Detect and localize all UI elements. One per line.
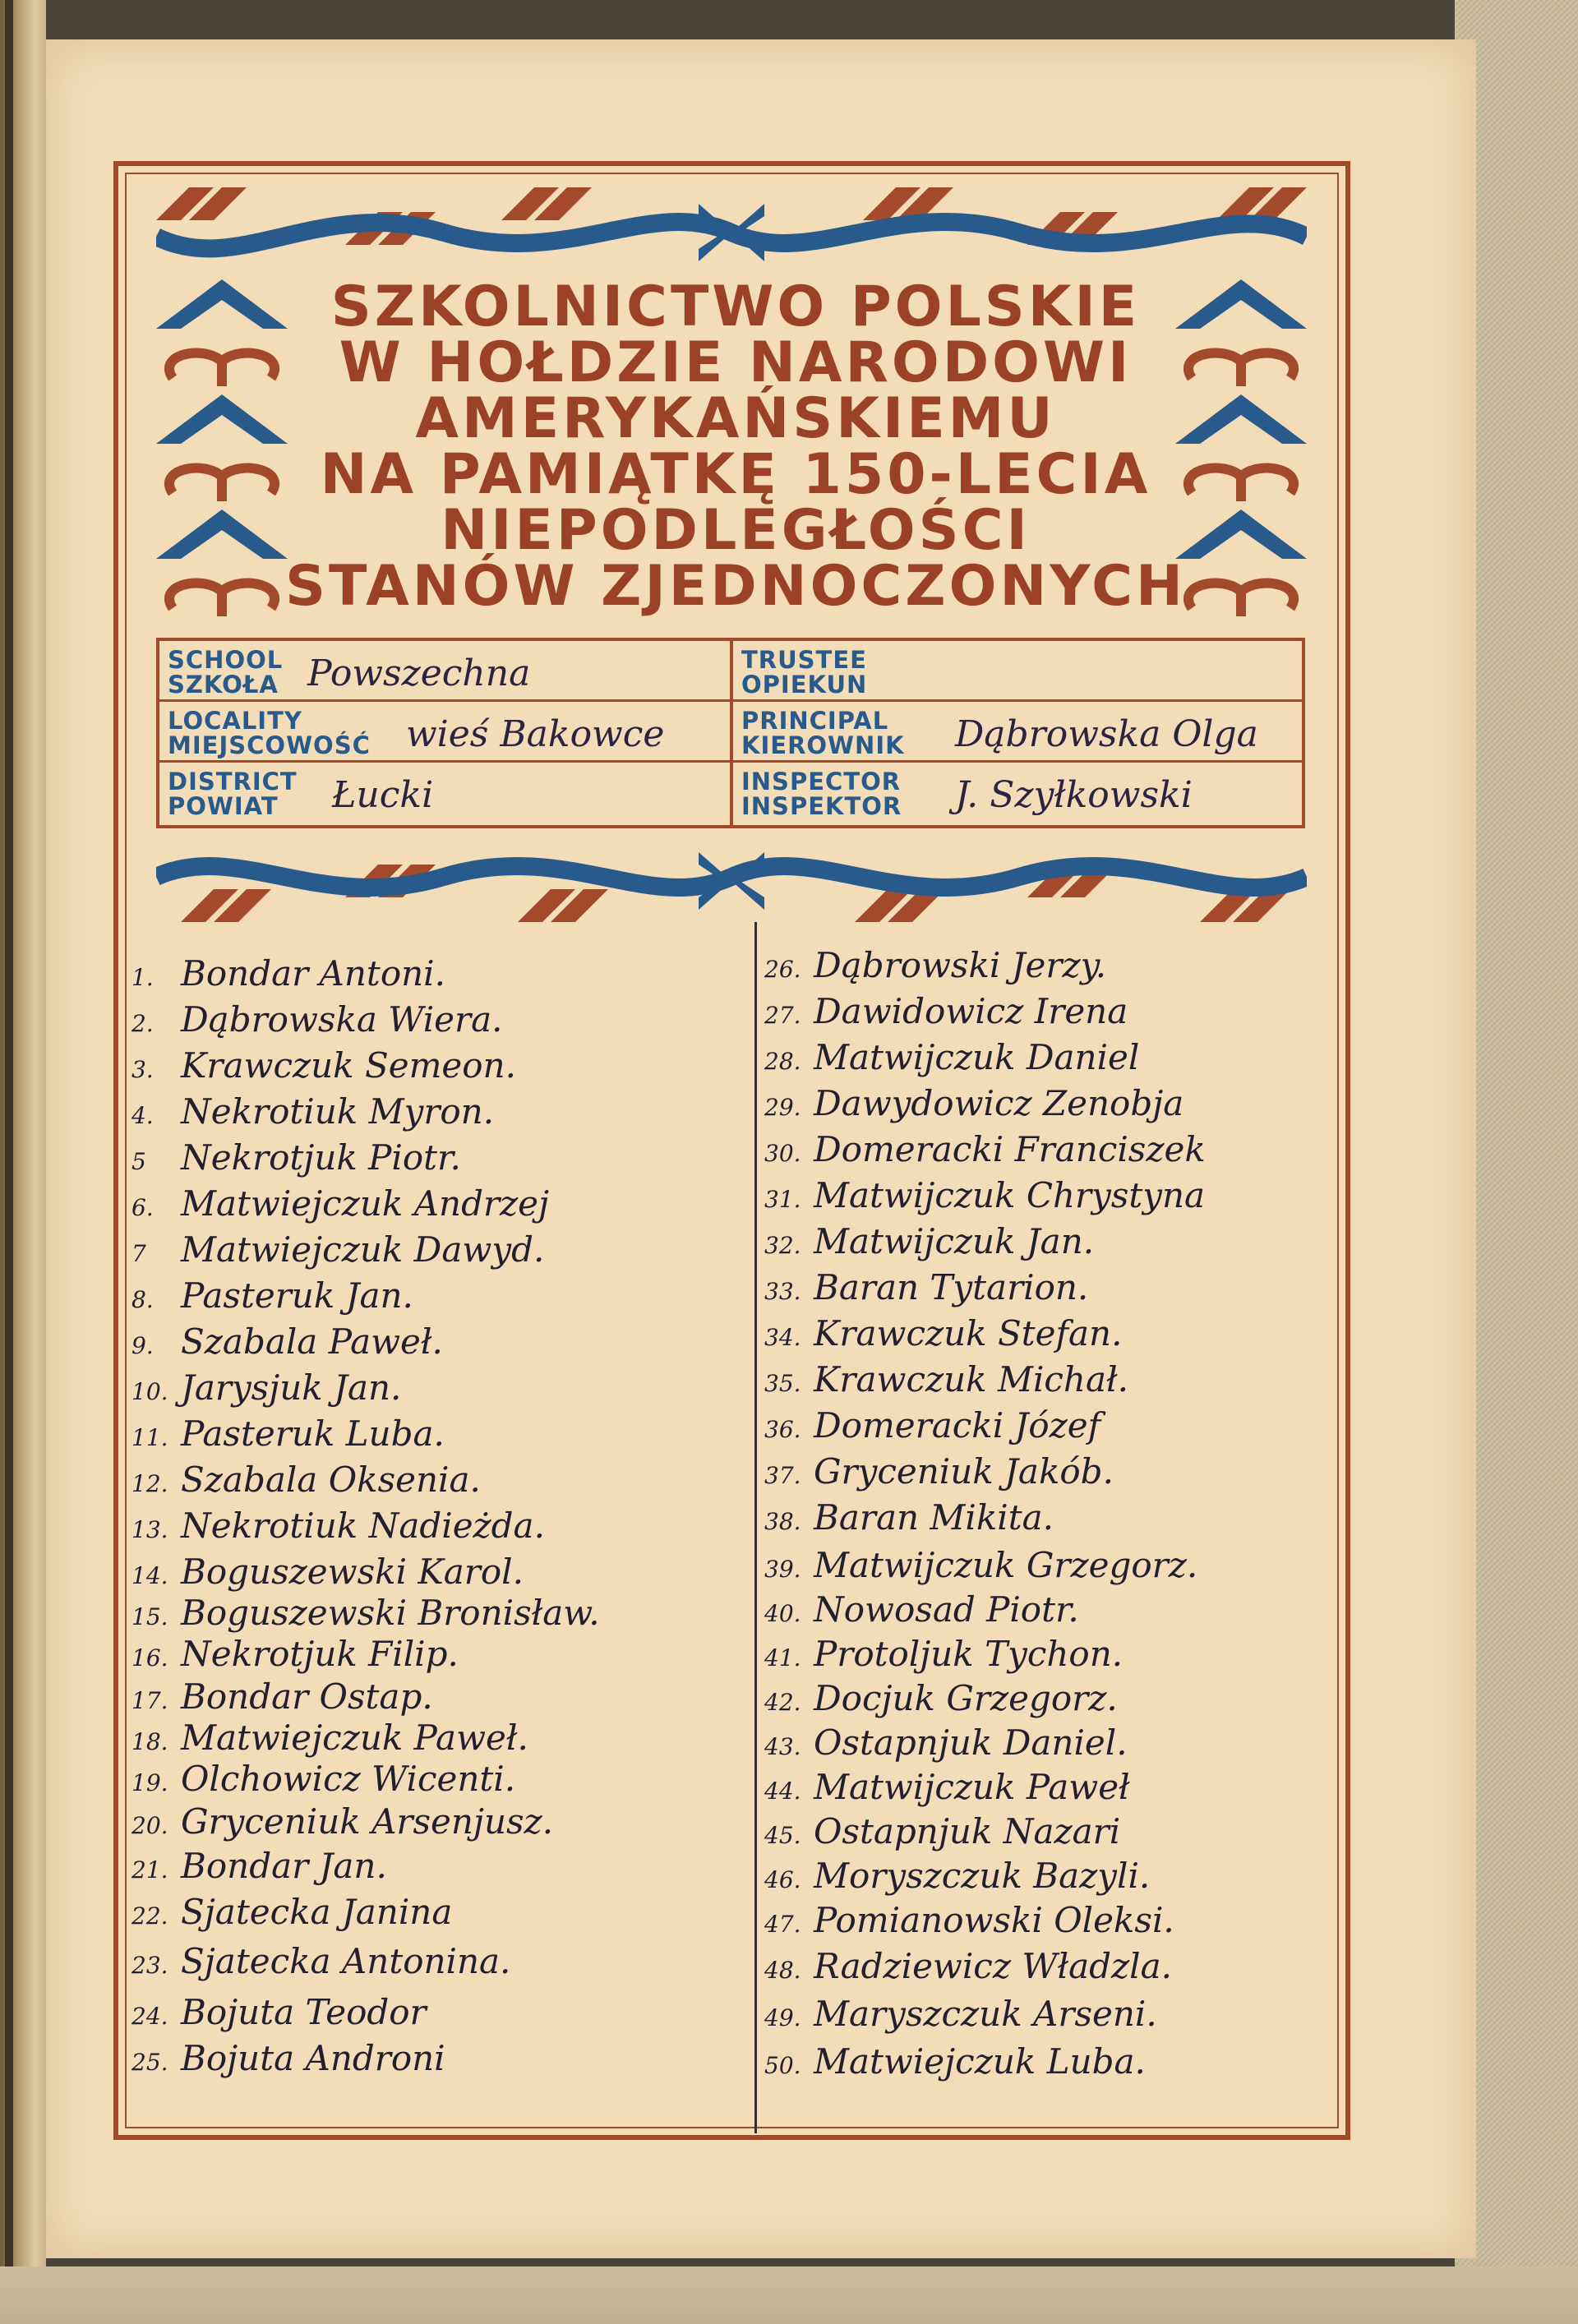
left-side-ornament — [156, 271, 288, 633]
title-line-5: NIEPODLEGŁOŚCI — [441, 498, 1031, 563]
list-item: 44. Matwijczuk Paweł — [764, 1767, 1130, 1807]
list-item: 36. Domeracki Józef — [764, 1405, 1101, 1446]
title-line-6: STANÓW ZJEDNOCZONYCH — [285, 554, 1186, 619]
school-value: Powszechna — [307, 652, 531, 694]
trustee-field — [733, 641, 1302, 702]
inspector-label: INSPECTOR INSPEKTOR — [741, 768, 902, 820]
list-item: 23. Sjatecka Antonina. — [132, 1941, 511, 1981]
list-item: 10. Jarysjuk Jan. — [132, 1367, 402, 1408]
list-item: 13. Nekrotiuk Nadieżda. — [132, 1506, 545, 1546]
list-item: 21. Bondar Jan. — [132, 1846, 387, 1886]
principal-field — [733, 702, 1302, 763]
list-item: 39. Matwijczuk Grzegorz. — [764, 1545, 1198, 1585]
spine-edge — [5, 0, 13, 2324]
list-item: 45. Ostapnjuk Nazari — [764, 1811, 1121, 1851]
district-label: DISTRICT POWIAT — [168, 768, 298, 820]
district-field — [159, 763, 730, 823]
list-item: 34. Krawczuk Stefan. — [764, 1313, 1123, 1353]
principal-label: PRINCIPAL KIEROWNIK — [741, 707, 905, 759]
list-item: 11. Pasteruk Luba. — [132, 1413, 445, 1454]
list-item: 29. Dawydowicz Zenobja — [764, 1083, 1184, 1123]
locality-value: wieś Bakowce — [406, 713, 665, 755]
school-field — [159, 641, 730, 702]
list-item: 3. Krawczuk Semeon. — [132, 1045, 516, 1086]
list-item: 46. Moryszczuk Bazyli. — [764, 1856, 1151, 1896]
list-item: 2. Dąbrowska Wiera. — [132, 999, 503, 1040]
list-item: 8. Pasteruk Jan. — [132, 1275, 413, 1316]
book-cover-bottom — [0, 2266, 1578, 2324]
title-line-2: W HOŁDZIE NARODOWI — [339, 330, 1133, 395]
list-item: 22. Sjatecka Janina — [132, 1892, 453, 1932]
list-item: 12. Szabala Oksenia. — [132, 1459, 481, 1500]
list-item: 27. Dawidowicz Irena — [764, 991, 1128, 1031]
list-item: 47. Pomianowski Oleksi. — [764, 1900, 1174, 1940]
list-item: 32. Matwijczuk Jan. — [764, 1221, 1095, 1261]
list-item: 26. Dąbrowski Jerzy. — [764, 945, 1107, 985]
bottom-wave-ornament — [156, 840, 1307, 922]
list-item: 16. Nekrotjuk Filip. — [132, 1634, 459, 1674]
inspector-field — [733, 763, 1302, 823]
list-item: 40. Nowosad Piotr. — [764, 1589, 1079, 1630]
list-item: 20. Gryceniuk Arsenjusz. — [132, 1801, 554, 1842]
title-line-1: SZKOLNICTWO POLSKIE — [330, 274, 1141, 339]
list-item: 4. Nekrotiuk Myron. — [132, 1091, 495, 1132]
list-item: 19. Olchowicz Wicenti. — [132, 1759, 516, 1799]
list-item: 9. Szabala Paweł. — [132, 1321, 443, 1362]
list-item: 28. Matwijczuk Daniel — [764, 1037, 1140, 1077]
list-item: 43. Ostapnjuk Daniel. — [764, 1722, 1128, 1763]
locality-field — [159, 702, 730, 763]
list-item: 37. Gryceniuk Jakób. — [764, 1451, 1114, 1492]
list-item: 49. Maryszczuk Arseni. — [764, 1994, 1157, 2034]
district-value: Łucki — [332, 774, 434, 816]
school-info-box — [156, 638, 1305, 828]
list-item: 30. Domeracki Franciszek — [764, 1129, 1206, 1169]
top-wave-ornament — [156, 187, 1307, 278]
inspector-signature: J. Szyłkowski — [955, 774, 1193, 816]
principal-value: Dąbrowska Olga — [955, 713, 1258, 755]
title-line-3: AMERYKAŃSKIEMU — [415, 386, 1056, 451]
list-item: 41. Protoljuk Tychon. — [764, 1634, 1124, 1674]
list-item: 5 Nekrotjuk Piotr. — [132, 1137, 461, 1178]
list-item: 15. Boguszewski Bronisław. — [132, 1593, 600, 1633]
list-item: 17. Bondar Ostap. — [132, 1676, 433, 1717]
list-item: 25. Bojuta Androni — [132, 2038, 445, 2078]
list-item: 35. Krawczuk Michał. — [764, 1359, 1128, 1399]
list-item: 1. Bondar Antoni. — [132, 953, 445, 994]
list-item: 31. Matwijczuk Chrystyna — [764, 1175, 1206, 1215]
list-item: 48. Radziewicz Władzla. — [764, 1946, 1172, 1986]
list-item: 24. Bojuta Teodor — [132, 1992, 427, 2032]
list-item: 18. Matwiejczuk Paweł. — [132, 1718, 528, 1758]
list-item: 33. Baran Tytarion. — [764, 1267, 1089, 1307]
trustee-label: TRUSTEE OPIEKUN — [741, 646, 868, 699]
list-item: 50. Matwiejczuk Luba. — [764, 2041, 1146, 2082]
list-item: 42. Docjuk Grzegorz. — [764, 1678, 1118, 1718]
list-item: 38. Baran Mikita. — [764, 1497, 1054, 1538]
list-item: 6. Matwiejczuk Andrzej — [132, 1183, 550, 1224]
title-line-4: NA PAMIĄTKĘ 150-LECIA — [320, 442, 1151, 507]
list-item: 14. Boguszewski Karol. — [132, 1552, 524, 1592]
list-item: 7 Matwiejczuk Dawyd. — [132, 1229, 545, 1270]
locality-label: LOCALITY MIEJSCOWOŚĆ — [168, 707, 371, 759]
school-label: SCHOOL SZKOŁA — [168, 646, 284, 699]
column-divider — [754, 922, 757, 2133]
